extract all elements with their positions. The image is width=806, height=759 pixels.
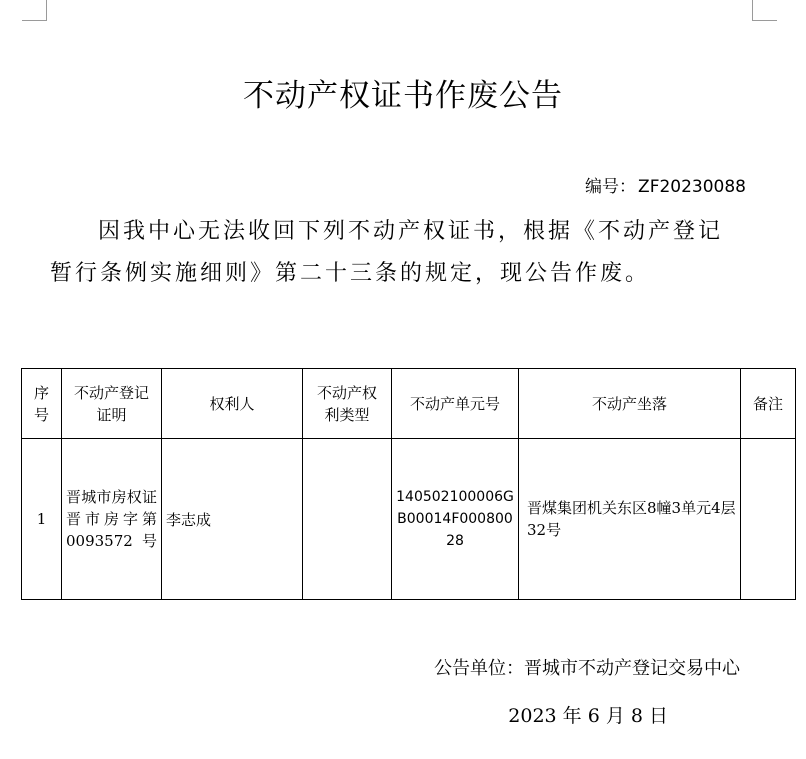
page-corner-mark-top-left (22, 0, 47, 21)
cell-seq: 1 (22, 439, 62, 600)
announcement-date: 2023 年 6 月 8 日 (508, 705, 668, 727)
cell-unit-no: 140502100006GB00014F00080028 (392, 439, 519, 600)
cell-remark (741, 439, 796, 600)
document-title: 不动产权证书作废公告 (243, 78, 563, 114)
header-holder: 权利人 (162, 369, 303, 439)
header-right-type: 不动产权利类型 (303, 369, 392, 439)
document-number-value: ZF20230088 (638, 177, 746, 197)
table-row (22, 439, 796, 600)
cell-cert: 晋城市房权证晋市房字第0093572号 (62, 439, 162, 600)
announcing-unit: 公告单位：晋城市不动产登记交易中心 (434, 658, 740, 679)
header-cert: 不动产登记证明 (62, 369, 162, 439)
paragraph-line-2: 暂行条例实施细则》第二十三条的规定，现公告作废。 (50, 261, 651, 286)
announcement-paragraph (50, 211, 750, 295)
header-remark: 备注 (741, 369, 796, 439)
document-number-label: 编号： (585, 177, 637, 197)
document-number (585, 172, 746, 197)
table-header-row (22, 369, 796, 439)
header-seq: 序号 (22, 369, 62, 439)
cell-right-type (303, 439, 392, 600)
page-corner-mark-top-right (752, 0, 777, 21)
cell-location: 晋煤集团机关东区8幢3单元4层32号 (519, 439, 741, 600)
cell-holder: 李志成 (162, 439, 303, 600)
paragraph-line-1: 因我中心无法收回下列不动产权证书，根据《不动产登记 (98, 219, 724, 244)
certificate-table (21, 368, 796, 600)
header-unit-no: 不动产单元号 (392, 369, 519, 439)
header-location: 不动产坐落 (519, 369, 741, 439)
